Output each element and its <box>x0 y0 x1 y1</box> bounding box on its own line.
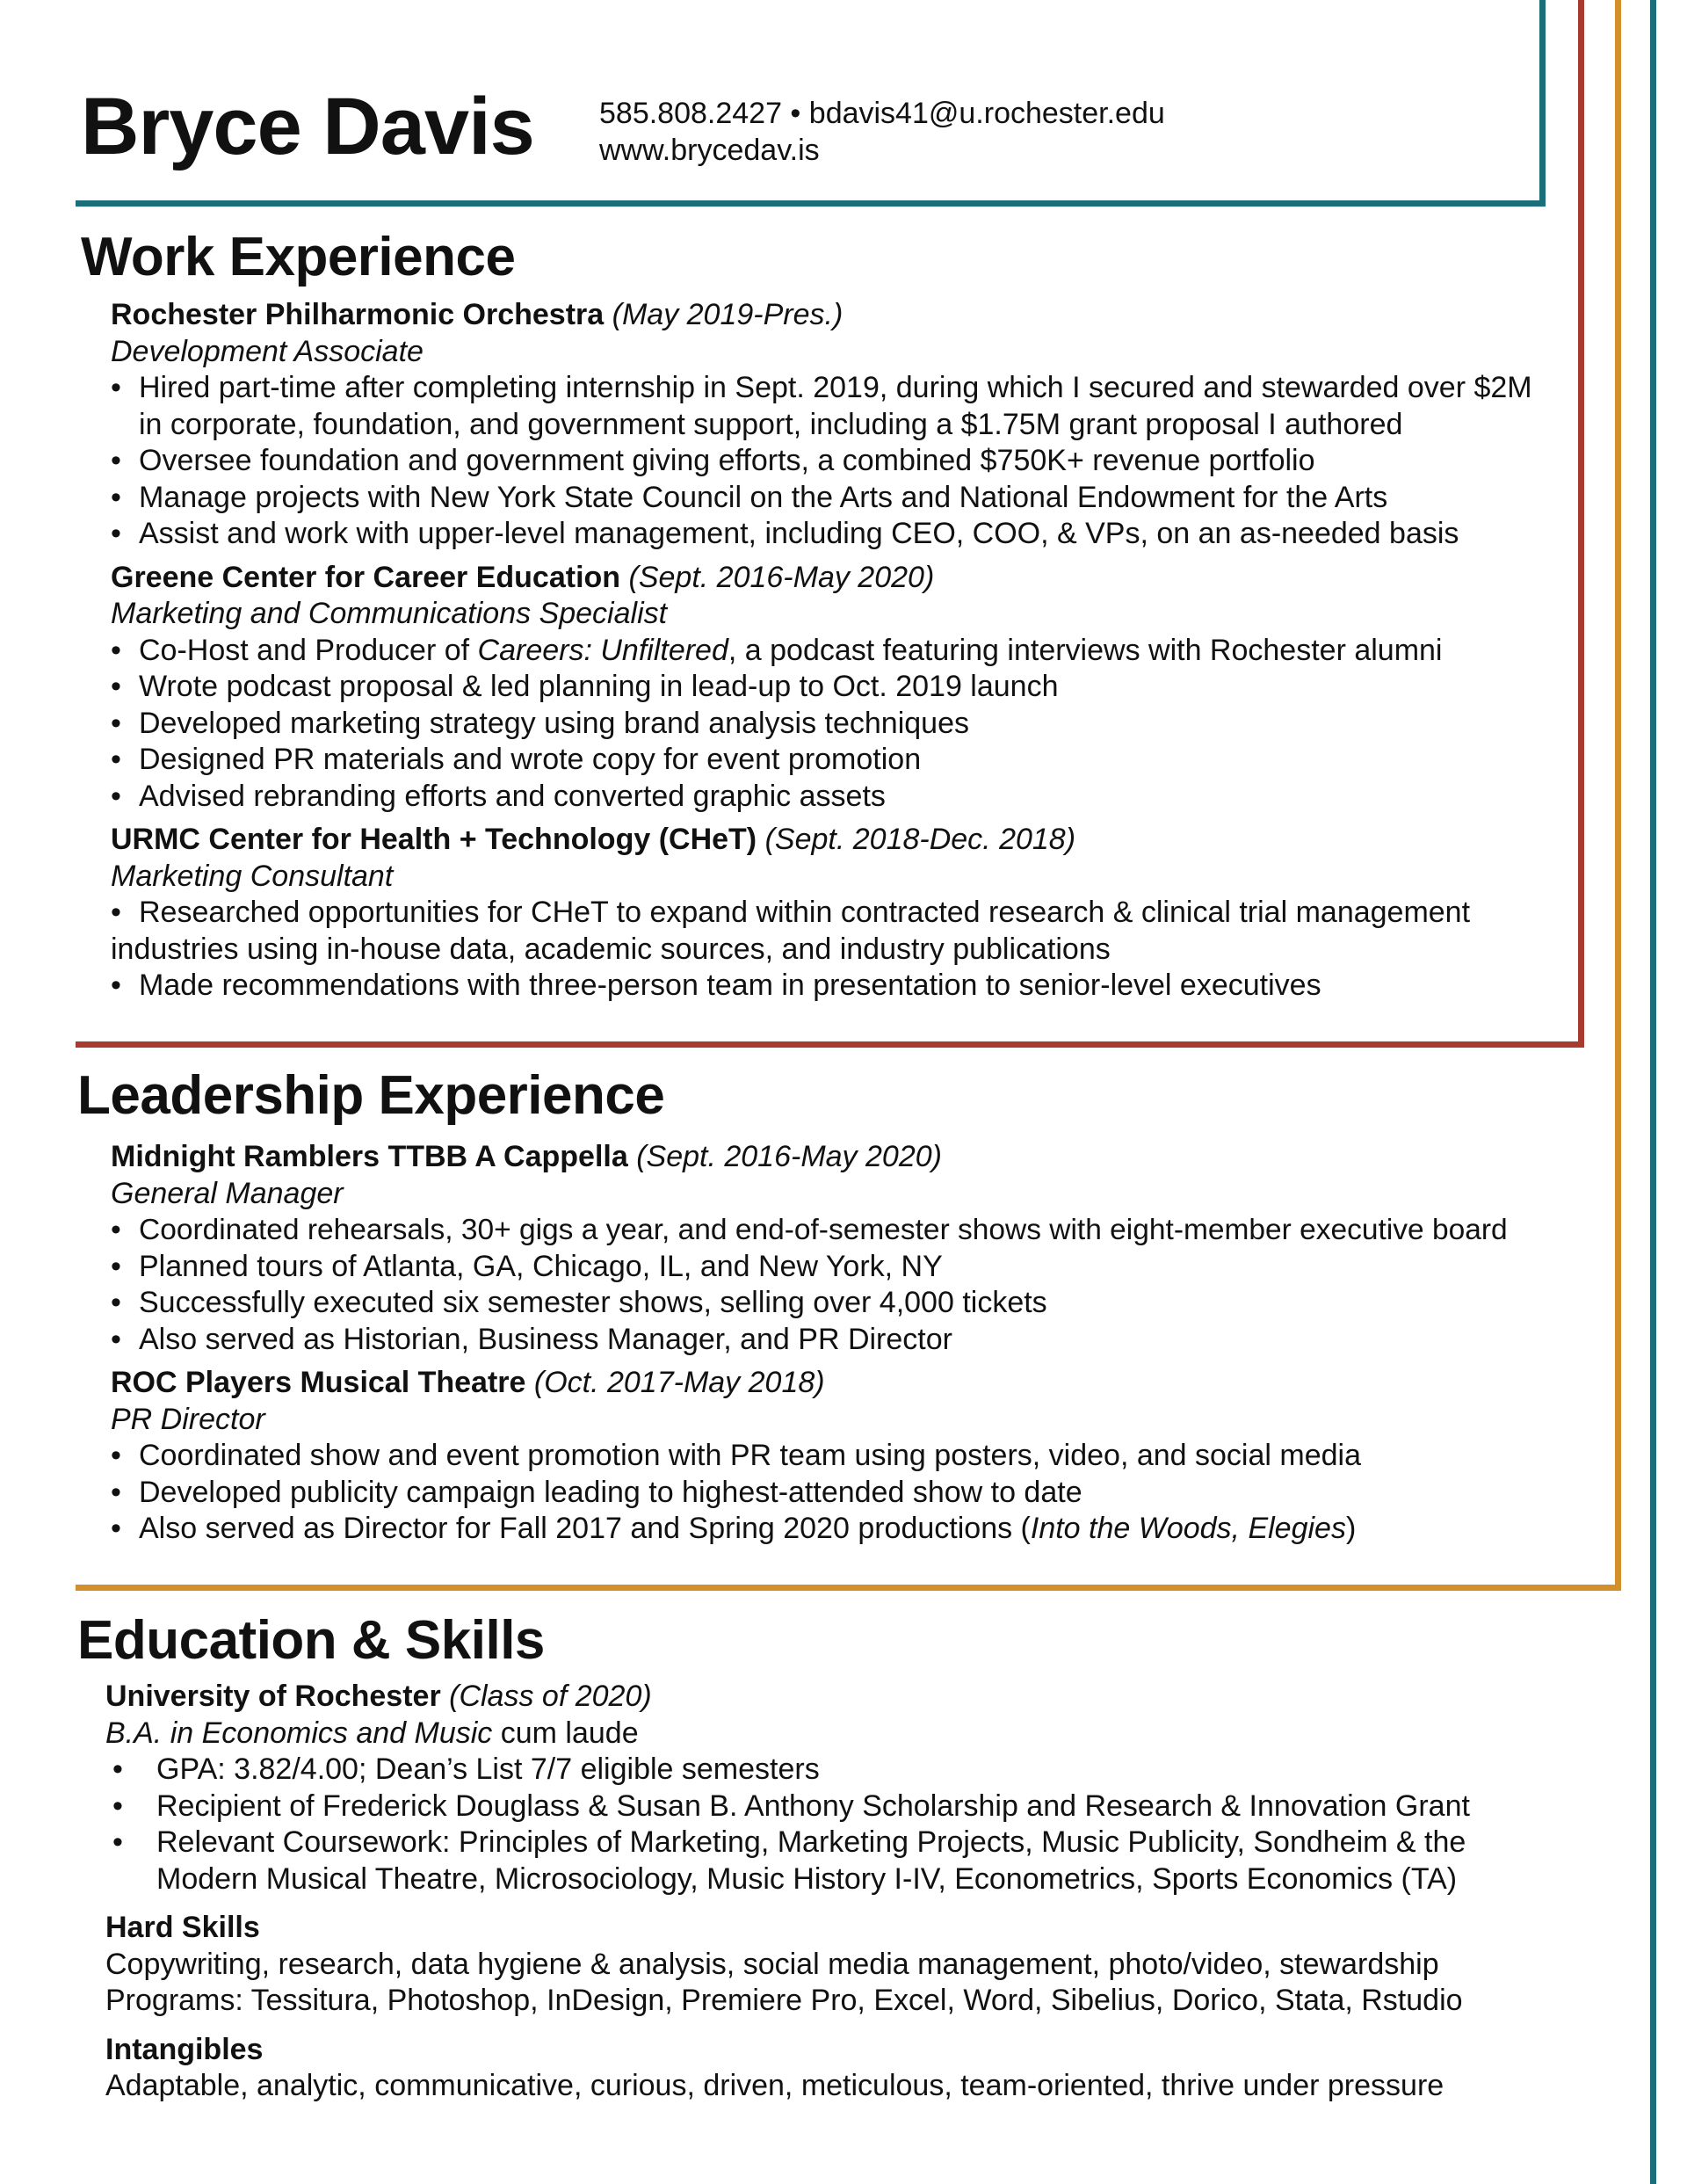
list-item: • Advised rebranding efforts and converted graphic assets <box>111 779 886 813</box>
list-item: • Manage projects with New York State Council on the Arts and National Endowment for the Arts <box>111 480 1388 514</box>
list-item: • Also served as Director for Fall 2017 and Spring 2020 productions (Into the Woods, Elegies) <box>111 1512 1357 1545</box>
job-dates: (May 2019-Pres.) <box>612 298 844 331</box>
list-item: • Also served as Historian, Business Manager, and PR Director <box>111 1322 952 1356</box>
job-dates: (Sept. 2018-Dec. 2018) <box>764 823 1076 856</box>
job-role: Marketing and Communications Specialist <box>111 597 668 630</box>
honors: cum laude <box>500 1716 639 1750</box>
job-title-roc-players <box>111 1365 1596 1402</box>
leadership-experience-content <box>111 1139 1596 1548</box>
contact-info <box>599 95 1165 169</box>
degree: B.A. in Economics and Music <box>105 1716 493 1750</box>
work-experience-content <box>111 297 1552 1005</box>
job-role: Marketing Consultant <box>111 859 394 893</box>
education-skills-content <box>105 1679 1599 2105</box>
list-item: • Assist and work with upper-level management, including CEO, COO, & VPs, on an as-needed basis <box>111 517 1459 550</box>
org-name: URMC Center for Health + Technology (CHeT) <box>111 823 757 856</box>
red-frame-horizontal <box>76 1041 1584 1048</box>
list-item: • Oversee foundation and government giving efforts, a combined $750K+ revenue portfolio <box>111 444 1315 477</box>
intangibles-heading: Intangibles <box>105 2032 264 2066</box>
teal-frame-vertical <box>1539 0 1546 207</box>
degree-line <box>105 1716 1599 1752</box>
list-item: • GPA: 3.82/4.00; Dean’s List 7/7 eligible semesters <box>112 1752 820 1786</box>
list-item: • Researched opportunities for CHeT to expand within contracted research & clinical trial management industries using in-house data, academic sources, and industry publications <box>111 896 1471 966</box>
job-title-greene <box>111 560 1552 597</box>
contact-phone-email: 585.808.2427 • bdavis41@u.rochester.edu <box>599 97 1165 130</box>
leadership-experience-heading: Leadership Experience <box>77 1065 665 1126</box>
teal-right-edge-line <box>1650 0 1656 2184</box>
list-item: • Successfully executed six semester shows, selling over 4,000 tickets <box>111 1286 1047 1319</box>
job-title-ramblers <box>111 1139 1596 1176</box>
list-item: • Developed publicity campaign leading to highest-attended show to date <box>111 1475 1082 1509</box>
org-name: Greene Center for Career Education <box>111 560 621 594</box>
intangibles-line: Adaptable, analytic, communicative, curious, driven, meticulous, team-oriented, thrive under pressure <box>105 2069 1444 2102</box>
work-experience-heading: Work Experience <box>81 227 516 287</box>
list-item: • Coordinated rehearsals, 30+ gigs a year, and end-of-semester shows with eight-member executive board <box>111 1214 1508 1246</box>
list-item: • Recipient of Frederick Douglass & Susan B. Anthony Scholarship and Research & Innovation Grant <box>112 1789 1470 1823</box>
school-heading <box>105 1679 1599 1716</box>
gold-frame-horizontal <box>76 1585 1621 1591</box>
job-title-urmc <box>111 822 1552 859</box>
job-dates: (Sept. 2016-May 2020) <box>628 560 935 594</box>
red-frame-vertical <box>1578 0 1584 1048</box>
job-role: PR Director <box>111 1402 265 1436</box>
hard-skills-heading: Hard Skills <box>105 1911 260 1944</box>
list-item: • Developed marketing strategy using brand analysis techniques <box>111 706 969 740</box>
list-item: • Coordinated show and event promotion with PR team using posters, video, and social media <box>111 1439 1361 1472</box>
org-name: Rochester Philharmonic Orchestra <box>111 298 605 331</box>
resume-name: Bryce Davis <box>81 82 534 171</box>
list-item: • Planned tours of Atlanta, GA, Chicago, IL, and New York, NY <box>111 1249 943 1283</box>
list-item: • Relevant Coursework: Principles of Marketing, Marketing Projects, Music Publicity, Sondheim & the Modern Musical Theatre, Microsociology, Music History I-IV, Econometrics, Sports Economics (TA) <box>112 1825 1466 1896</box>
hard-skills-line: Copywriting, research, data hygiene & analysis, social media management, photo/video, stewardship <box>105 1947 1439 1981</box>
list-item: • Made recommendations with three-person team in presentation to senior-level executives <box>111 969 1321 1002</box>
org-name: Midnight Ramblers TTBB A Cappella <box>111 1140 628 1173</box>
education-skills-heading: Education & Skills <box>77 1610 545 1671</box>
list-item: • Wrote podcast proposal & led planning in lead-up to Oct. 2019 launch <box>111 670 1059 703</box>
gold-frame-vertical <box>1615 0 1621 1591</box>
list-item: • Co-Host and Producer of Careers: Unfiltered, a podcast featuring interviews with Rochester alumni <box>111 633 1443 667</box>
contact-website: www.brycedav.is <box>599 134 820 167</box>
org-name: ROC Players Musical Theatre <box>111 1366 526 1399</box>
list-item: • Hired part-time after completing internship in Sept. 2019, during which I secured and stewarded over $2M in corporate, foundation, and government support, including a $1.75M grant proposal I authored <box>111 371 1532 441</box>
programs-line: Programs: Tessitura, Photoshop, InDesign, Premiere Pro, Excel, Word, Sibelius, Dorico, Stata, Rstudio <box>105 1984 1463 2017</box>
job-title-rpo <box>111 297 1552 334</box>
school-dates: (Class of 2020) <box>449 1680 652 1713</box>
school-name: University of Rochester <box>105 1680 441 1713</box>
job-role: General Manager <box>111 1176 344 1210</box>
job-dates: (Sept. 2016-May 2020) <box>636 1140 942 1173</box>
job-role: Development Associate <box>111 334 424 368</box>
list-item: • Designed PR materials and wrote copy for event promotion <box>111 743 922 776</box>
job-dates: (Oct. 2017-May 2018) <box>533 1366 825 1399</box>
teal-frame-horizontal <box>76 200 1546 207</box>
